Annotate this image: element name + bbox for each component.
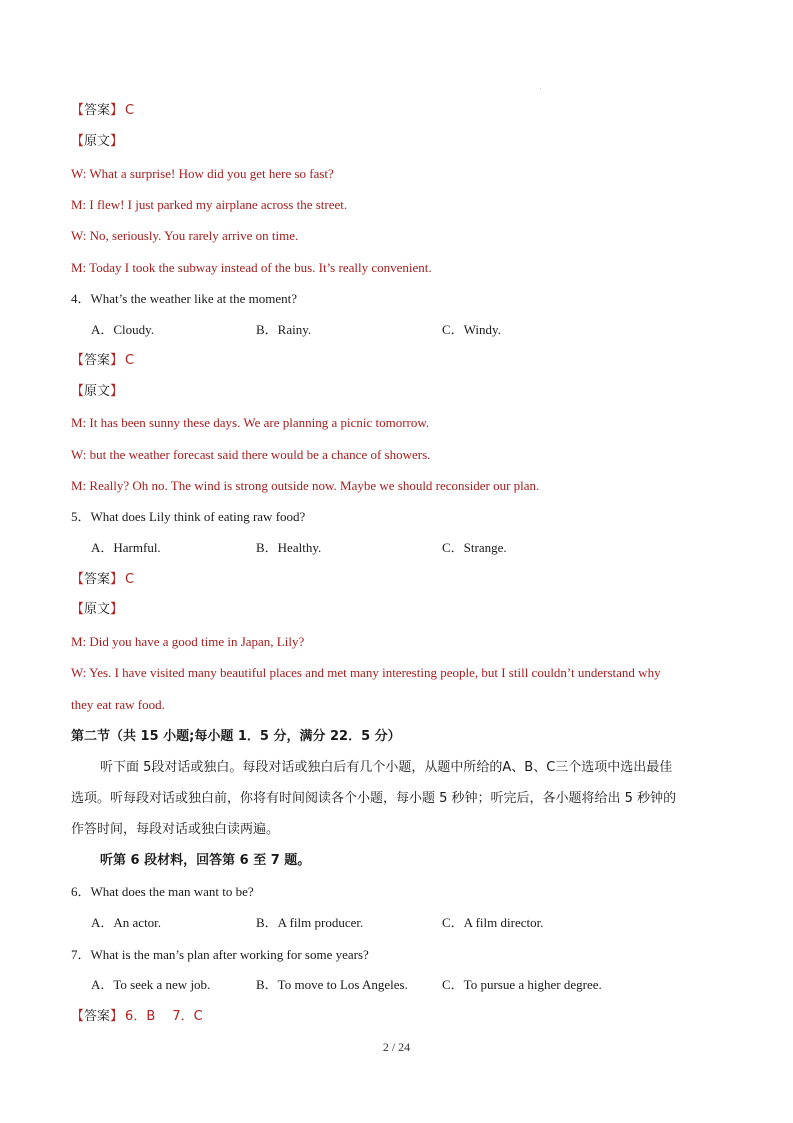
page-number: 2 / 24 — [382, 1040, 411, 1054]
section-title: 第二节（共 15 小题;每小题 1．5 分，满分 22．5 分） — [71, 729, 401, 744]
question-5: 5．What does Lily think of eating raw food? — [71, 509, 306, 524]
option-c: C．Windy. — [442, 322, 501, 337]
option-c: C．To pursue a higher degree. — [442, 977, 602, 992]
option-a: A．To seek a new job. — [91, 977, 211, 992]
original-label: 【原文】 — [71, 602, 124, 617]
instructions-line: 作答时间，每段对话或独白读两遍。 — [71, 822, 280, 837]
original-label: 【原文】 — [71, 134, 124, 149]
option-a: A．Cloudy. — [91, 322, 155, 337]
option-b: B．To move to Los Angeles. — [256, 977, 408, 992]
option-c: C．Strange. — [442, 540, 507, 555]
question-6: 6．What does the man want to be? — [71, 884, 254, 899]
transcript-line: W: No, seriously. You rarely arrive on time. — [71, 228, 299, 243]
option-b: B．Healthy. — [256, 540, 322, 555]
transcript-line: M: Really? Oh no. The wind is strong outside now. Maybe we should reconsider our plan. — [71, 478, 540, 493]
question-4: 4．What’s the weather like at the moment? — [71, 291, 297, 306]
answer-label: 【答案】 6．B 7．C — [71, 1009, 203, 1024]
transcript-line: W: Yes. I have visited many beautiful places and met many interesting people, but I still couldn’t understand why — [71, 665, 661, 680]
transcript-line: M: Today I took the subway instead of the bus. It’s really convenient. — [71, 260, 432, 275]
option-c: C．A film director. — [442, 915, 544, 930]
transcript-line: M: I flew! I just parked my airplane across the street. — [71, 197, 348, 212]
material-heading: 听第 6 段材料，回答第 6 至 7 题。 — [100, 853, 311, 868]
option-a: A．An actor. — [91, 915, 162, 930]
option-b: B．Rainy. — [256, 322, 312, 337]
option-a: A．Harmful. — [91, 540, 161, 555]
transcript-line: M: It has been sunny these days. We are planning a picnic tomorrow. — [71, 415, 430, 430]
transcript-line: M: Did you have a good time in Japan, Lily? — [71, 634, 305, 649]
transcript-line: W: What a surprise! How did you get here so fast? — [71, 166, 334, 181]
answer-label: 【答案】 C — [71, 103, 135, 118]
transcript-line: W: but the weather forecast said there would be a chance of showers. — [71, 447, 431, 462]
answer-label: 【答案】 C — [71, 572, 135, 587]
instructions-line: 听下面 5段对话或独白。每段对话或独白后有几个小题，从题中所给的A、B、C三个选项中选出最佳 — [100, 760, 673, 775]
speck — [540, 88, 541, 89]
question-7: 7．What is the man’s plan after working for some years? — [71, 947, 369, 962]
instructions-line: 选项。听每段对话或独白前，你将有时间阅读各个小题，每小题 5 秒钟；听完后，各小题将给出 5 秒钟的 — [71, 791, 677, 806]
answer-label: 【答案】 C — [71, 353, 135, 368]
original-label: 【原文】 — [71, 384, 124, 399]
option-b: B．A film producer. — [256, 915, 364, 930]
transcript-line: they eat raw food. — [71, 697, 165, 712]
